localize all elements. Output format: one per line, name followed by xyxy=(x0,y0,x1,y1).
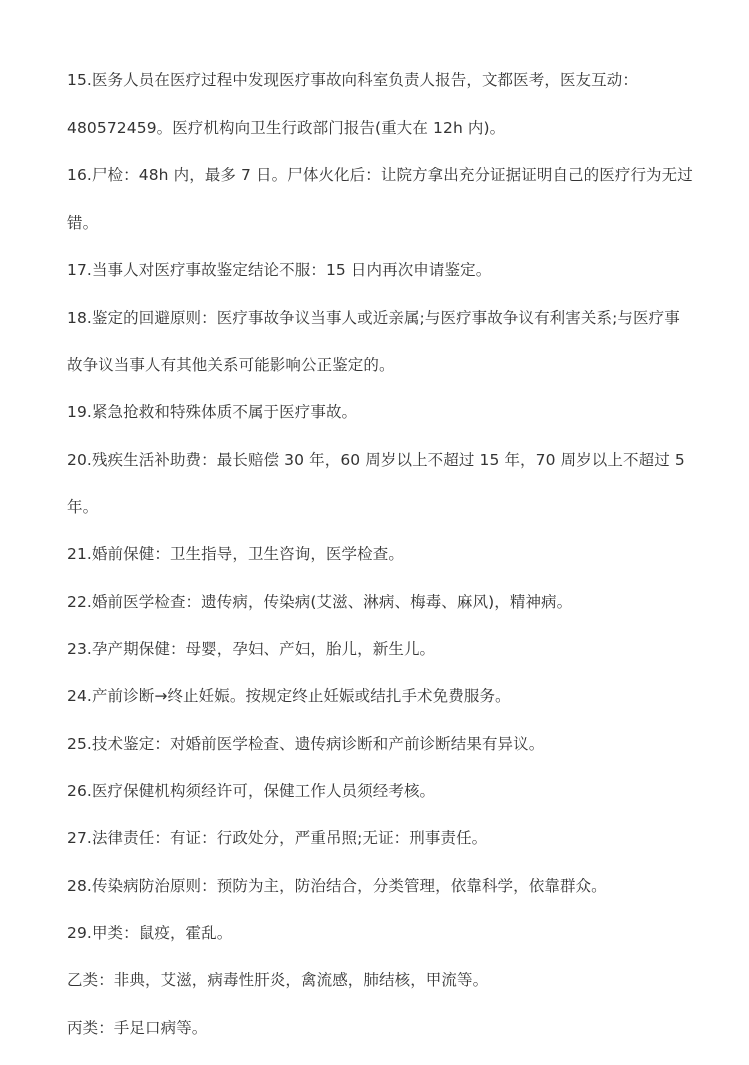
text-line-20: 20.残疾生活补助费：最长赔偿 30 年，60 周岁以上不超过 15 年，70 周岁以上不超过 5 xyxy=(67,451,685,469)
text-line-28: 28.传染病防治原则：预防为主，防治结合，分类管理，依靠科学，依靠群众。 xyxy=(67,877,607,895)
text-line-22: 22.婚前医学检查：遗传病，传染病(艾滋、淋病、梅毒、麻风)，精神病。 xyxy=(67,593,573,611)
text-line-16-cont: 错。 xyxy=(67,214,99,232)
text-line-25: 25.技术鉴定：对婚前医学检查、遗传病诊断和产前诊断结果有异议。 xyxy=(67,735,545,753)
text-line-26: 26.医疗保健机构须经许可，保健工作人员须经考核。 xyxy=(67,782,436,800)
text-line-15: 15.医务人员在医疗过程中发现医疗事故向科室负责人报告，文都医考，医友互动： xyxy=(67,71,638,89)
text-line-29: 29.甲类：鼠疫，霍乱。 xyxy=(67,924,233,942)
text-line-27: 27.法律责任：有证：行政处分，严重吊照;无证：刑事责任。 xyxy=(67,829,488,847)
text-line-class-b: 乙类：非典，艾滋，病毒性肝炎，禽流感，肺结核，甲流等。 xyxy=(67,971,489,989)
text-line-19: 19.紧急抢救和特殊体质不属于医疗事故。 xyxy=(67,403,358,421)
text-line-16: 16.尸检：48h 内，最多 7 日。尸体火化后：让院方拿出充分证据证明自己的医疗行为无过 xyxy=(67,166,693,184)
text-line-18: 18.鉴定的回避原则：医疗事故争议当事人或近亲属;与医疗事故争议有利害关系;与医疗事 xyxy=(67,309,680,327)
text-line-21: 21.婚前保健：卫生指导，卫生咨询，医学检查。 xyxy=(67,545,404,563)
text-line-class-c: 丙类：手足口病等。 xyxy=(67,1019,208,1037)
text-line-23: 23.孕产期保健：母婴，孕妇、产妇，胎儿，新生儿。 xyxy=(67,640,436,658)
text-line-24: 24.产前诊断→终止妊娠。按规定终止妊娠或结扎手术免费服务。 xyxy=(67,687,511,705)
text-line-18-cont: 故争议当事人有其他关系可能影响公正鉴定的。 xyxy=(67,356,395,374)
text-line-20-cont: 年。 xyxy=(67,498,99,516)
text-line-15-cont: 480572459。医疗机构向卫生行政部门报告(重大在 12h 内)。 xyxy=(67,119,506,137)
text-line-17: 17.当事人对医疗事故鉴定结论不服：15 日内再次申请鉴定。 xyxy=(67,261,492,279)
